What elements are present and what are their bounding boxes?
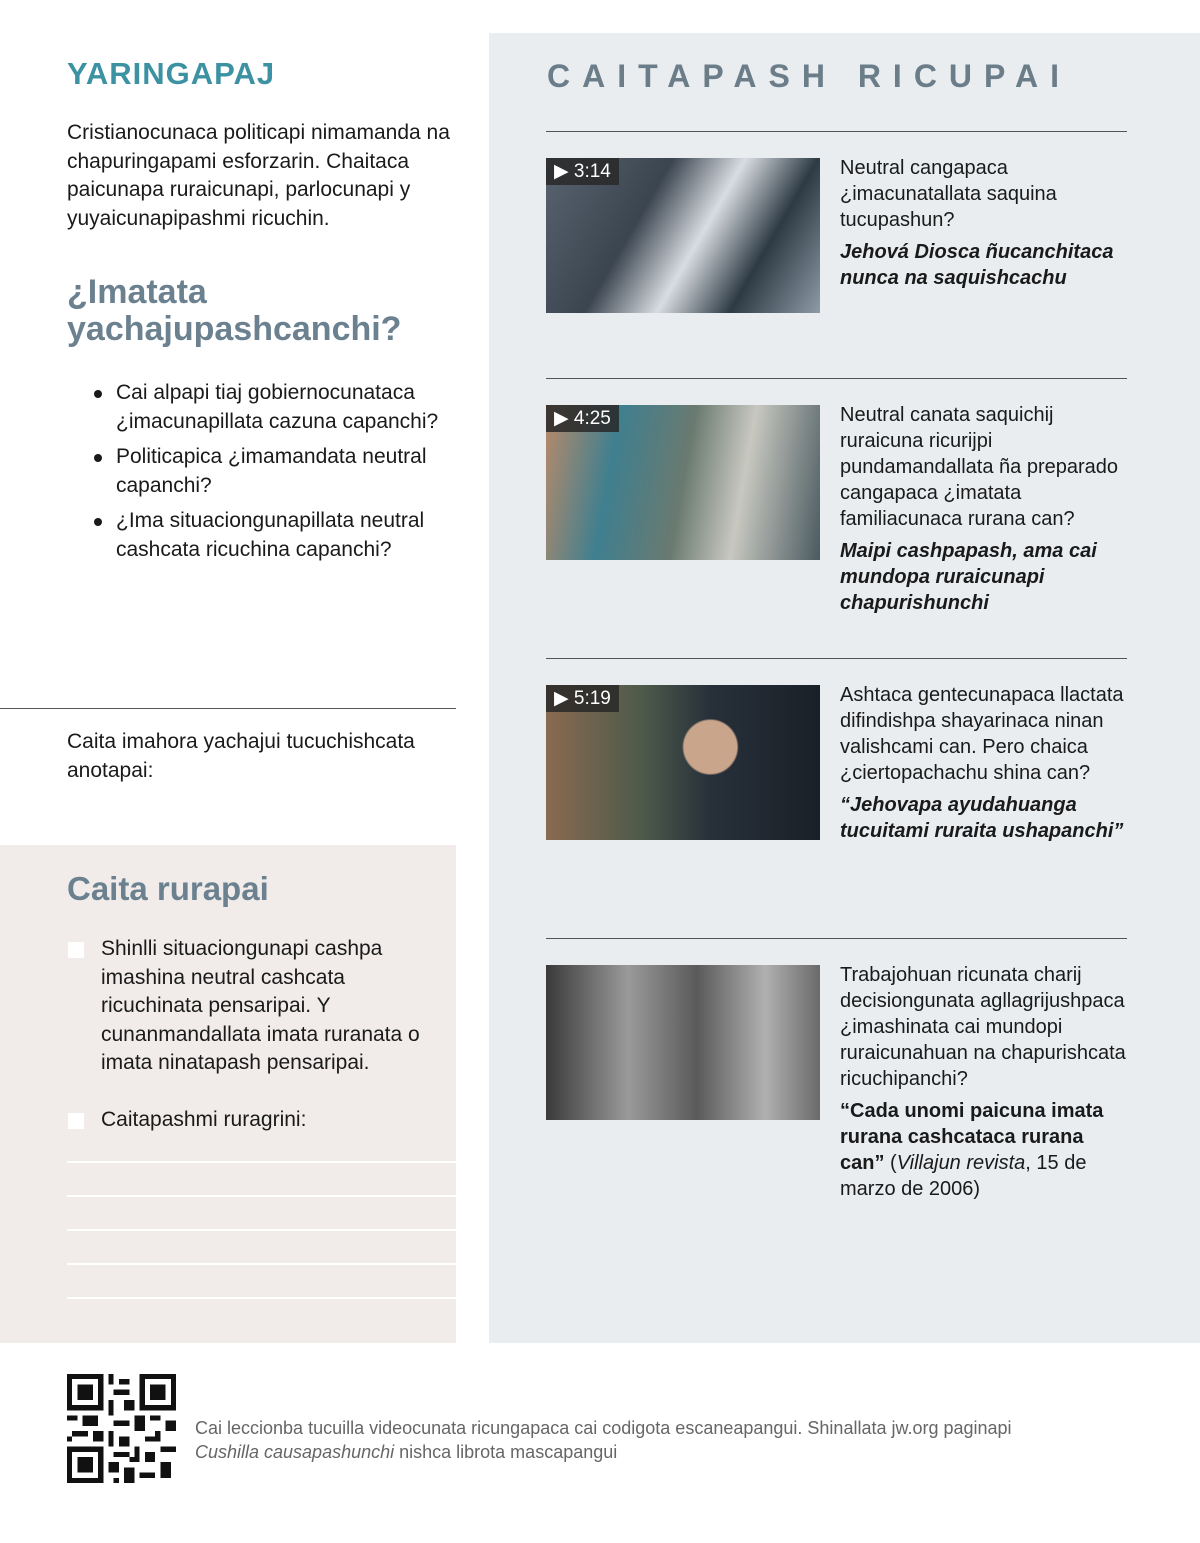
video-question: Ashtaca gentecunapaca llactata difindishpa shayarinaca ninan valishcami can. Pero chaica ¿ciertopachachu shina can? xyxy=(840,684,1124,784)
video-info xyxy=(840,402,1130,616)
footer-text: Cai leccionba tucuilla videocunata ricungapaca cai codigota escaneapangui. Shinallata jw.org paginapi Cushilla causapashunchi nishca librota mascapangui xyxy=(195,1418,1012,1462)
play-icon: ▶ xyxy=(554,688,574,709)
questions-list xyxy=(90,379,460,571)
article-info xyxy=(840,962,1130,1202)
questions-title: ¿Imatata yachajupashcanchi? xyxy=(67,273,402,348)
article-reference: “Cada unomi paicuna imata rurana cashcataca rurana can” (Villajun revista, 15 de marzo de 2006) xyxy=(840,1100,1104,1200)
checkbox[interactable] xyxy=(68,942,84,958)
video-question: Neutral cangapaca ¿imacunatallata saquina tucupashun? xyxy=(840,157,1057,231)
video-title[interactable]: Maipi cashpapash, ama cai mundopa ruraicunapi chapurishunchi xyxy=(840,540,1097,614)
divider xyxy=(0,708,456,709)
divider xyxy=(546,938,1127,939)
write-line[interactable] xyxy=(67,1297,456,1299)
video-duration: ▶ 4:25 xyxy=(546,405,619,432)
question-item: Politicapica ¿imamandata neutral capanchi? xyxy=(90,443,460,500)
divider xyxy=(546,131,1127,132)
video-title[interactable]: “Jehovapa ayudahuanga tucuitami ruraita ushapanchi” xyxy=(840,794,1124,842)
article-question: Trabajohuan ricunata charij decisiongunata agllagrijushpaca ¿imashinata cai mundopi ruraicunahuan na chapurishcata ricuchipanchi? xyxy=(840,964,1126,1090)
do-this-title: Caita rurapai xyxy=(67,870,269,907)
divider xyxy=(546,658,1127,659)
question-item: ¿Ima situaciongunapillata neutral cashcata ricuchina capanchi? xyxy=(90,507,460,564)
divider xyxy=(546,378,1127,379)
qr-code-icon[interactable] xyxy=(67,1374,176,1483)
notes-label: Caita imahora yachajui tucuchishcata anotapai: xyxy=(67,730,415,782)
videos-title: CAITAPASH RICUPAI xyxy=(547,58,1071,94)
play-icon: ▶ xyxy=(554,408,574,429)
video-info xyxy=(840,155,1130,291)
video-info xyxy=(840,682,1130,844)
write-line[interactable] xyxy=(67,1161,456,1163)
article-source: Villajun revista xyxy=(896,1152,1026,1174)
video-title[interactable]: Jehová Diosca ñucanchitaca nunca na saquishcachu xyxy=(840,241,1114,289)
video-thumbnail[interactable] xyxy=(546,685,820,840)
write-line[interactable] xyxy=(67,1229,456,1231)
video-thumbnail[interactable] xyxy=(546,405,820,560)
video-duration: ▶ 3:14 xyxy=(546,158,619,185)
video-duration: ▶ 5:19 xyxy=(546,685,619,712)
illustration-image xyxy=(546,965,820,1120)
question-item: Cai alpapi tiaj gobiernocunataca ¿imacunapillata cazuna capanchi? xyxy=(90,379,460,436)
do-item: Caitapashmi ruragrini: xyxy=(101,1108,307,1131)
do-this-box xyxy=(0,845,456,1343)
section-title: YARINGAPAJ xyxy=(67,56,276,91)
article-title[interactable]: “Cada unomi paicuna imata rurana cashcataca rurana can” xyxy=(840,1100,1104,1174)
write-line[interactable] xyxy=(67,1195,456,1197)
video-question: Neutral canata saquichij ruraicuna ricurijpi pundamandallata ña preparado cangapaca ¿imatata familiacunaca rurana can? xyxy=(840,404,1118,530)
write-line[interactable] xyxy=(67,1263,456,1265)
checkbox[interactable] xyxy=(68,1113,84,1129)
intro-text: Cristianocunaca politicapi nimamanda na chapuringapami esforzarin. Chaitaca paicunapa ruraicunapi, parlocunapi y yuyaicunapipashmi ricuchin. xyxy=(67,121,450,230)
play-icon: ▶ xyxy=(554,161,574,182)
video-thumbnail[interactable] xyxy=(546,158,820,313)
do-item: Shinlli situaciongunapi cashpa imashina neutral cashcata ricuchinata pensaripai. Y cunanmandallata imata ruranata o imata ninatapash pensaripai. xyxy=(101,937,420,1074)
